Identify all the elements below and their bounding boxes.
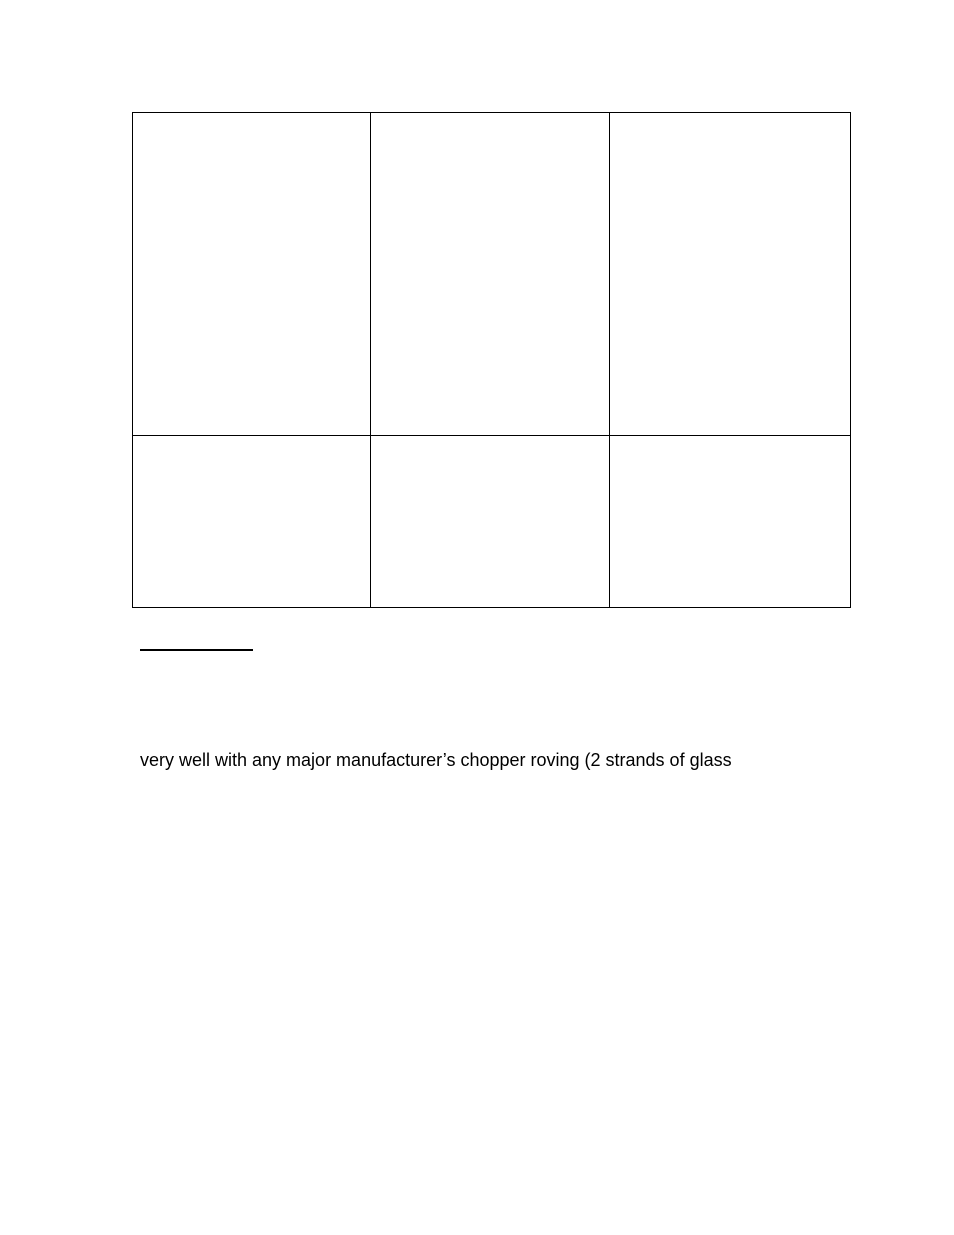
body-text-line: very well with any major manufacturer’s chopper roving (2 strands of glass <box>140 750 732 770</box>
table-cell <box>371 113 610 436</box>
table-row <box>133 436 851 608</box>
table-cell <box>610 113 851 436</box>
table-cell <box>133 113 371 436</box>
table-cell <box>133 436 371 608</box>
table-cell <box>371 436 610 608</box>
document-table <box>132 112 851 608</box>
underline-rule <box>140 649 253 651</box>
table-cell <box>610 436 851 608</box>
table-row <box>133 113 851 436</box>
